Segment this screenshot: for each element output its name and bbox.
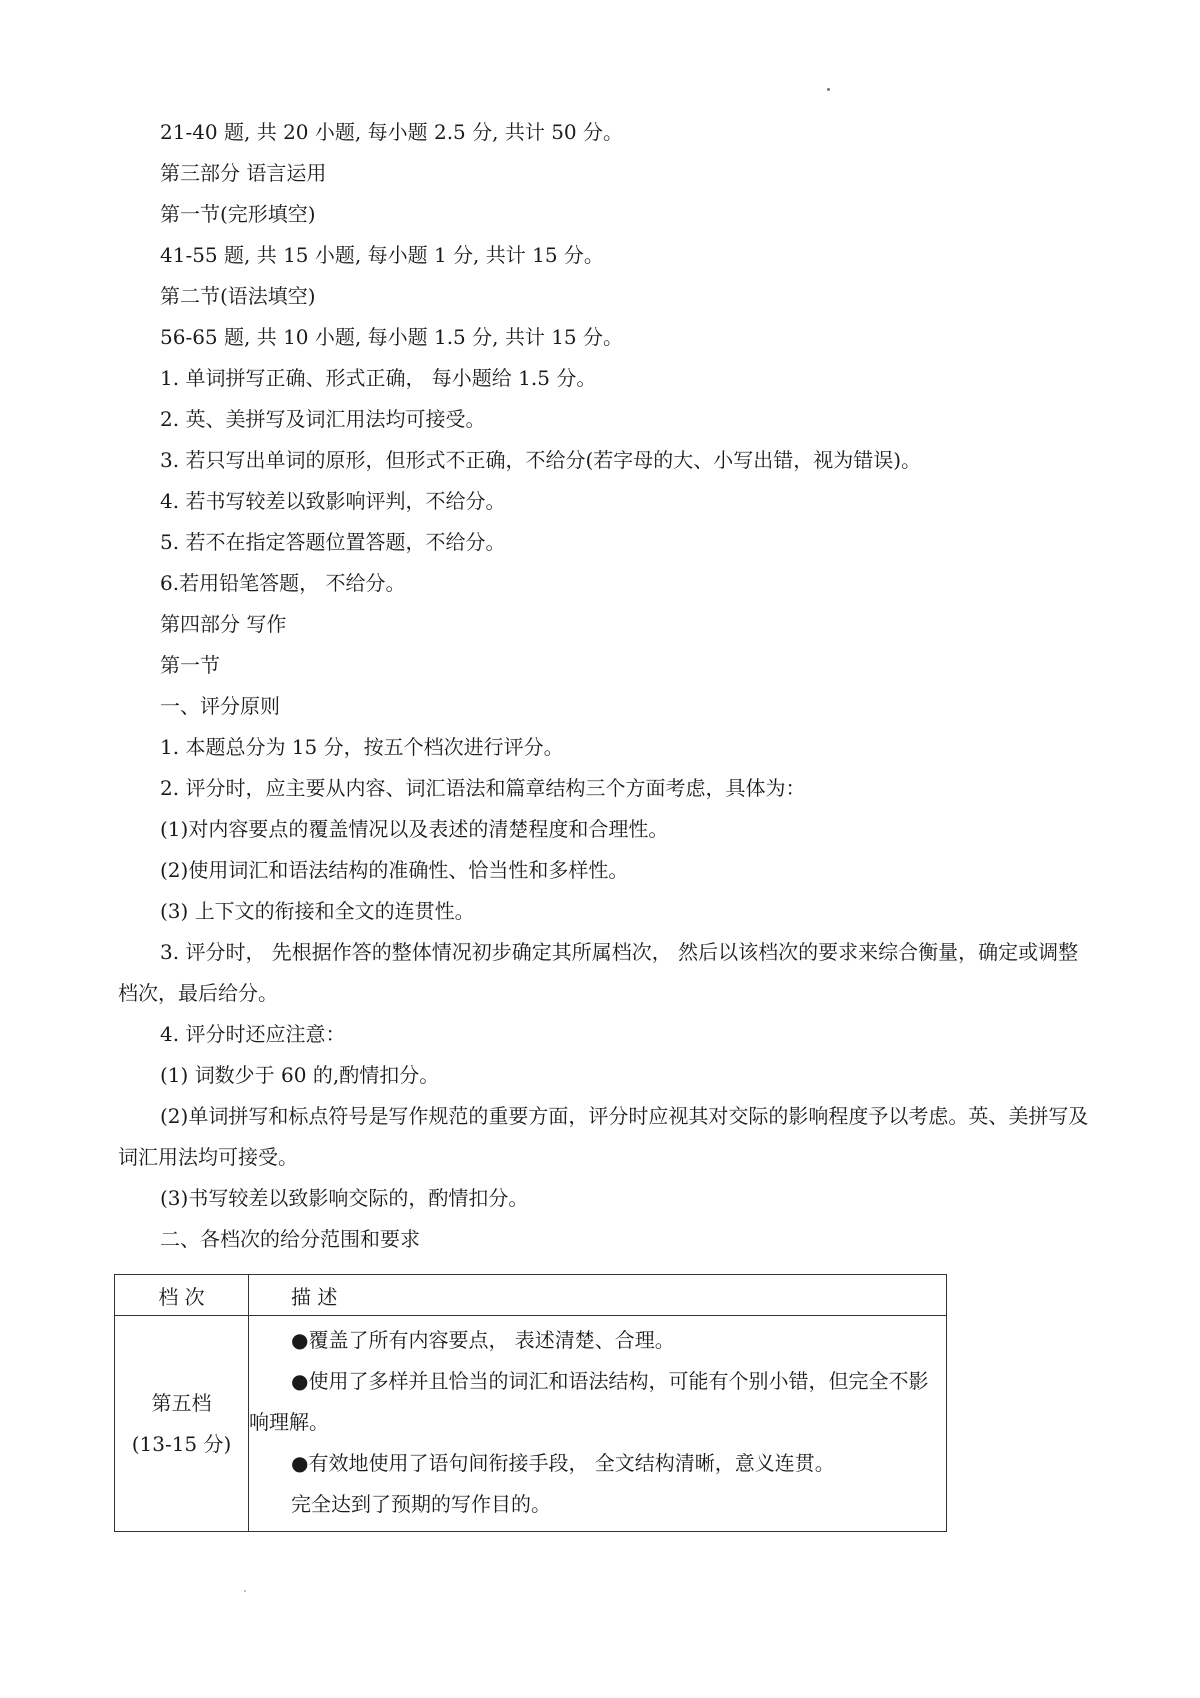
section-heading: 第三部分 语言运用 xyxy=(160,161,327,185)
text-line: 41-55 题, 共 15 小题, 每小题 1 分, 共计 15 分。 xyxy=(160,243,604,267)
rule-subitem: (1)对内容要点的覆盖情况以及表述的清楚程度和合理性。 xyxy=(160,817,669,841)
rule-item: 1. 单词拼写正确、形式正确， 每小题给 1.5 分。 xyxy=(160,366,597,390)
rule-item: 6.若用铅笔答题， 不给分。 xyxy=(160,571,406,595)
description-item: ●使用了多样并且恰当的词汇和语法结构，可能有个别小错，但完全不影响理解。 xyxy=(249,1369,929,1434)
grading-table xyxy=(114,1274,947,1532)
description-cell xyxy=(249,1316,947,1532)
rule-item: 4. 评分时还应注意： xyxy=(160,1022,346,1046)
rule-item: 5. 若不在指定答题位置答题，不给分。 xyxy=(160,530,506,554)
subsection-heading: 第二节(语法填空) xyxy=(160,284,316,308)
description-item: 完全达到了预期的写作目的。 xyxy=(291,1492,551,1516)
rule-subitem: (3) 上下文的衔接和全文的连贯性。 xyxy=(160,899,475,923)
text-line: 21-40 题, 共 20 小题, 每小题 2.5 分, 共计 50 分。 xyxy=(160,120,624,144)
level-name: 第五档 xyxy=(151,1390,212,1415)
rule-item: 4. 若书写较差以致影响评判，不给分。 xyxy=(160,489,506,513)
rule-item: 2. 评分时，应主要从内容、词汇语法和篇章结构三个方面考虑，具体为： xyxy=(160,776,806,800)
header-description: 描 述 xyxy=(249,1275,947,1316)
section-heading: 第四部分 写作 xyxy=(160,612,287,636)
rule-paragraph: (2)单词拼写和标点符号是写作规范的重要方面，评分时应视其对交际的影响程度予以考虑。英、美拼写及词汇用法均可接受。 xyxy=(118,1104,1089,1169)
table-heading: 二、各档次的给分范围和要求 xyxy=(160,1227,420,1251)
subsection-heading: 第一节(完形填空) xyxy=(160,202,316,226)
rule-item: 3. 若只写出单词的原形，但形式不正确，不给分(若字母的大、小写出错，视为错误)。 xyxy=(160,448,922,472)
text-line: 56-65 题, 共 10 小题, 每小题 1.5 分, 共计 15 分。 xyxy=(160,325,624,349)
header-level: 档 次 xyxy=(115,1275,249,1316)
rule-subitem: (3)书写较差以致影响交际的，酌情扣分。 xyxy=(160,1186,529,1210)
rule-paragraph: 3. 评分时， 先根据作答的整体情况初步确定其所属档次， 然后以该档次的要求来综合衡量，确定或调整档次，最后给分。 xyxy=(118,940,1079,1005)
page-mark-dot xyxy=(827,88,830,91)
description-item: ●覆盖了所有内容要点， 表述清楚、合理。 xyxy=(291,1328,675,1352)
level-cell xyxy=(115,1316,249,1532)
rule-item: 2. 英、美拼写及词汇用法均可接受。 xyxy=(160,407,486,431)
rule-item: 1. 本题总分为 15 分，按五个档次进行评分。 xyxy=(160,735,564,759)
table-header-row xyxy=(115,1275,947,1316)
subsection-heading: 第一节 xyxy=(160,653,220,677)
principles-heading: 一、评分原则 xyxy=(160,694,280,718)
description-item: ●有效地使用了语句间衔接手段， 全文结构清晰，意义连贯。 xyxy=(291,1451,835,1475)
page-mark-dot xyxy=(244,1590,246,1592)
rule-subitem: (1) 词数少于 60 的,酌情扣分。 xyxy=(160,1063,440,1087)
document-body xyxy=(118,112,1098,1260)
rule-subitem: (2)使用词汇和语法结构的准确性、恰当性和多样性。 xyxy=(160,858,629,882)
table-row xyxy=(115,1316,947,1532)
level-range: (13-15 分) xyxy=(131,1431,232,1456)
